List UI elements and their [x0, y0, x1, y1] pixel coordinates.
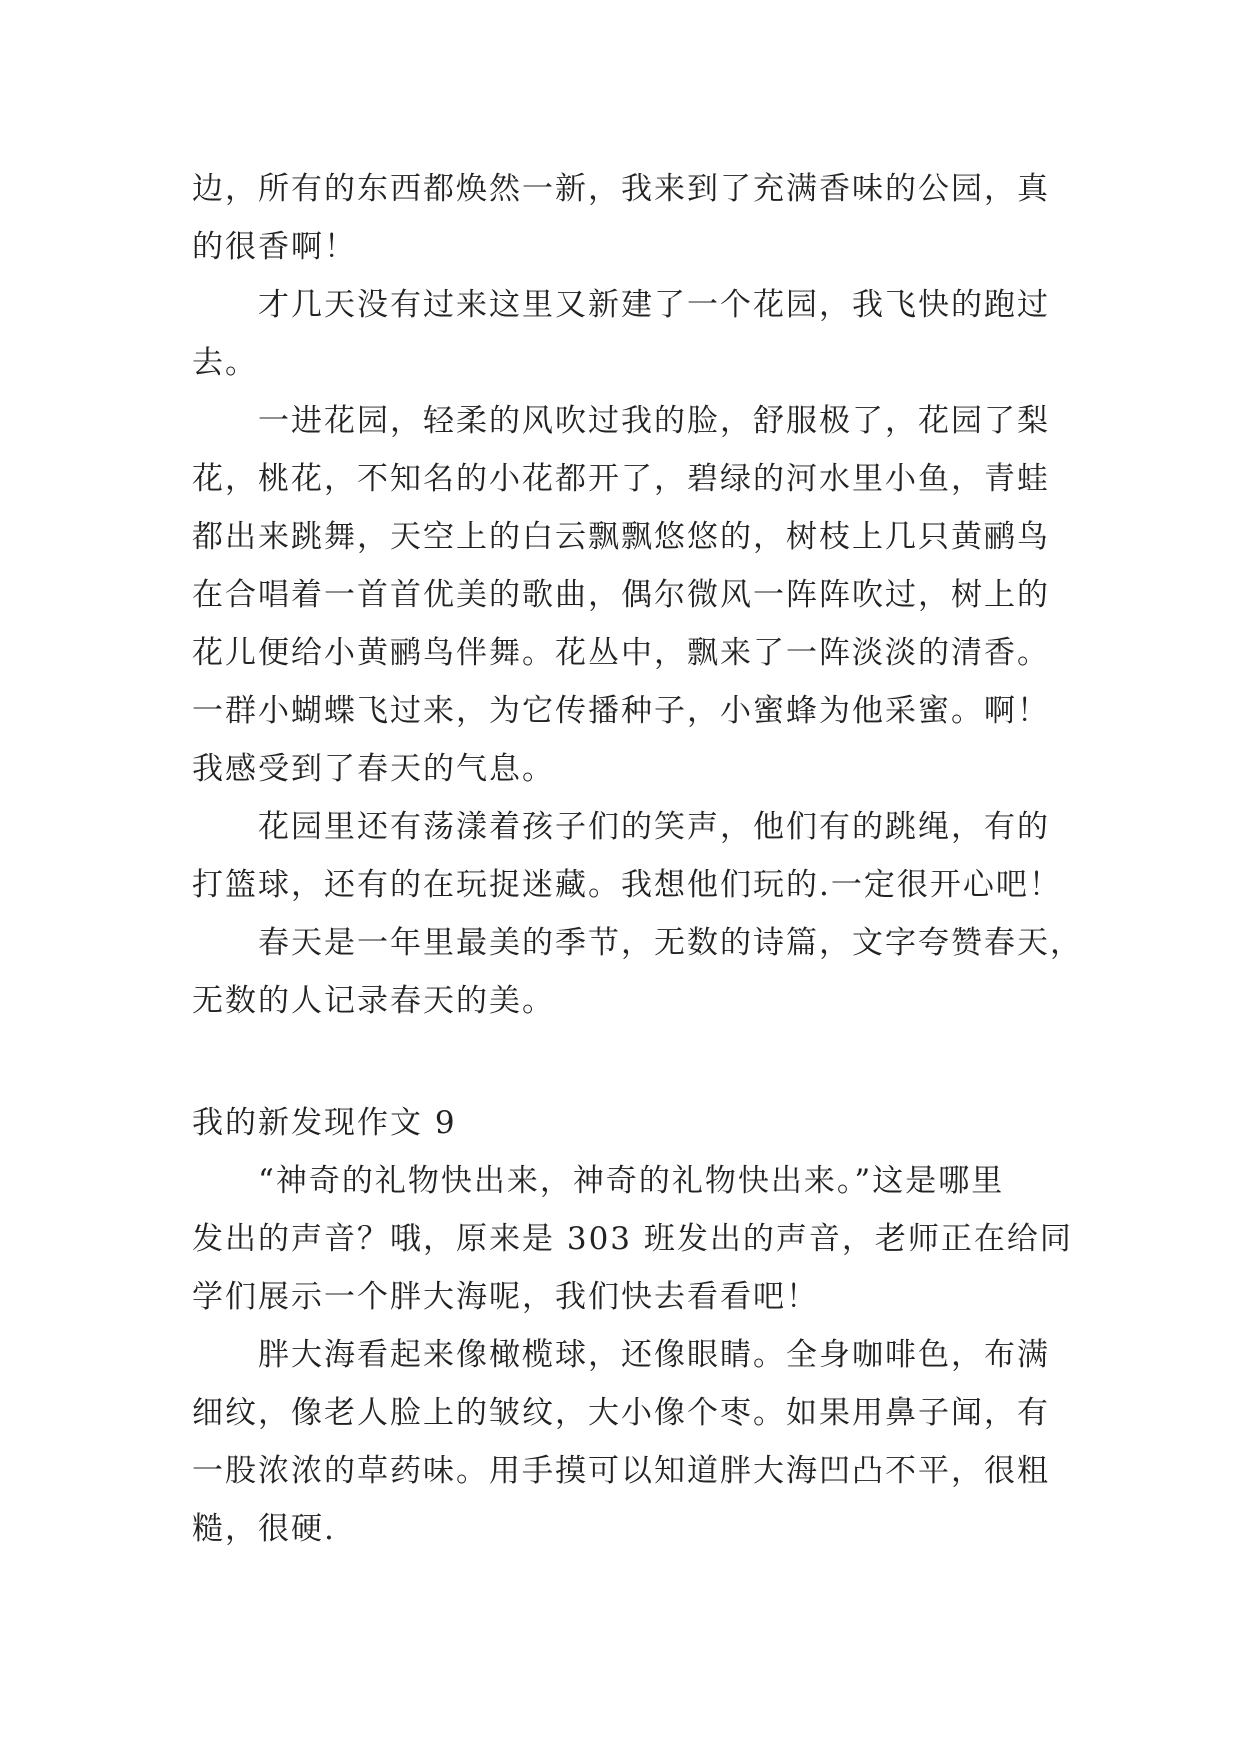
paragraph-line: 胖大海看起来像橄榄球，还像眼睛。全身咖啡色，布满: [258, 1337, 1050, 1373]
paragraph-line: 发出的声音？哦，原来是 303 班发出的声音，老师正在给同: [192, 1221, 1073, 1257]
paragraph-line: 一群小蝴蝶飞过来，为它传播种子，小蜜蜂为他采蜜。啊！: [192, 693, 1050, 729]
paragraph-line: 在合唱着一首首优美的歌曲，偶尔微风一阵阵吹过，树上的: [192, 577, 1050, 613]
paragraph-line: 打篮球，还有的在玩捉迷藏。我想他们玩的.一定很开心吧！: [192, 867, 1062, 903]
paragraph-line: 才几天没有过来这里又新建了一个花园，我飞快的跑过: [258, 287, 1050, 323]
paragraph-line: 边，所有的东西都焕然一新，我来到了充满香味的公园，真: [192, 171, 1050, 207]
paragraph-line: 去。: [192, 345, 258, 381]
paragraph-line: 花儿便给小黄鹂鸟伴舞。花丛中，飘来了一阵淡淡的清香。: [192, 635, 1050, 671]
paragraph-line: 的很香啊！: [192, 229, 357, 265]
document-body: [192, 160, 1083, 1558]
paragraph-line: 一股浓浓的草药味。用手摸可以知道胖大海凹凸不平，很粗: [192, 1453, 1050, 1489]
paragraph-line: 细纹，像老人脸上的皱纹，大小像个枣。如果用鼻子闻，有: [192, 1395, 1050, 1431]
paragraph-line: 无数的人记录春天的美。: [192, 983, 555, 1019]
paragraph-line: “神奇的礼物快出来，神奇的礼物快出来。”这是哪里: [258, 1163, 1005, 1199]
paragraph-line: 糙，很硬.: [192, 1511, 336, 1547]
paragraph-line: 都出来跳舞，天空上的白云飘飘悠悠的，树枝上几只黄鹂鸟: [192, 519, 1050, 555]
essay-title: 我的新发现作文 9: [192, 1105, 457, 1141]
section-gap: [192, 1030, 1072, 1094]
paragraph-line: 花，桃花，不知名的小花都开了，碧绿的河水里小鱼，青蛙: [192, 461, 1050, 497]
paragraph-line: 一进花园，轻柔的风吹过我的脸，舒服极了，花园了梨: [258, 403, 1050, 439]
paragraph-line: 春天是一年里最美的季节，无数的诗篇，文字夸赞春天，: [258, 925, 1083, 961]
paragraph-line: 我感受到了春天的气息。: [192, 751, 555, 787]
paragraph-line: 花园里还有荡漾着孩子们的笑声，他们有的跳绳，有的: [258, 809, 1050, 845]
paragraph-line: 学们展示一个胖大海呢，我们快去看看吧！: [192, 1279, 819, 1315]
